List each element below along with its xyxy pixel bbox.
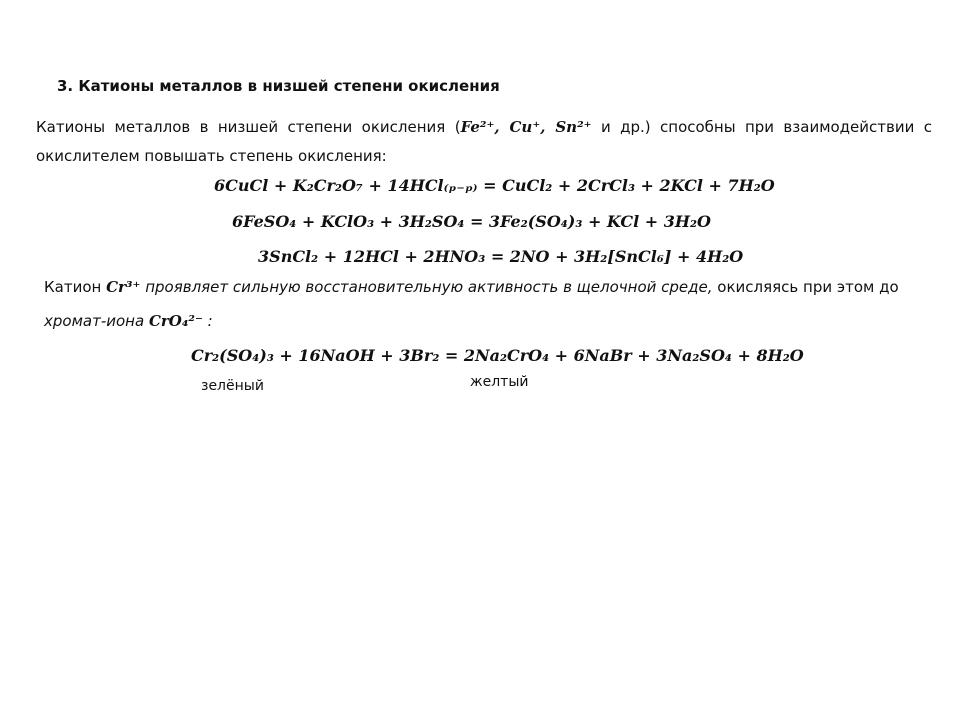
equation-3: 3SnCl₂ + 12HCl + 2HNO₃ = 2NO + 3H₂[SnCl₆] + 4H₂O <box>258 247 744 266</box>
label-green: зелёный <box>201 378 264 394</box>
label-yellow: желтый <box>470 374 529 390</box>
chromium-suffix: окисляясь при этом до <box>717 278 899 296</box>
intro-text-before: Катионы металлов в низшей степени окисления ( <box>36 118 461 136</box>
intro-paragraph <box>36 113 932 171</box>
intro-ions: Fe²⁺, Cu⁺, Sn²⁺ <box>460 118 592 136</box>
chromium-middle: проявляет сильную восстановительную активность в щелочной среде, <box>140 278 718 296</box>
chromium-line-1 <box>44 278 899 296</box>
chromate-ion: CrO₄²⁻ <box>148 312 203 330</box>
chromium-ion: Cr³⁺ <box>106 278 141 296</box>
intro-line-1 <box>36 113 932 142</box>
intro-text-after: и др.) способны при взаимодействии с <box>591 118 932 136</box>
section-heading: 3. Катионы металлов в низшей степени окисления <box>57 77 500 95</box>
equation-2: 6FeSO₄ + KClO₃ + 3H₂SO₄ = 3Fe₂(SO₄)₃ + KCl + 3H₂O <box>232 212 711 231</box>
equation-1: 6CuCl + K₂Cr₂O₇ + 14HCl₍ₚ₋ₚ₎ = CuCl₂ + 2CrCl₃ + 2KCl + 7H₂O <box>214 176 775 195</box>
equation-4: Cr₂(SO₄)₃ + 16NaOH + 3Br₂ = 2Na₂CrO₄ + 6NaBr + 3Na₂SO₄ + 8H₂O <box>191 346 804 365</box>
chromate-prefix: хромат-иона <box>44 312 149 330</box>
intro-line-2: окислителем повышать степень окисления: <box>36 147 387 165</box>
chromate-suffix: : <box>202 312 213 330</box>
chromium-prefix: Катион <box>44 278 107 296</box>
chromium-line-2 <box>44 312 213 330</box>
